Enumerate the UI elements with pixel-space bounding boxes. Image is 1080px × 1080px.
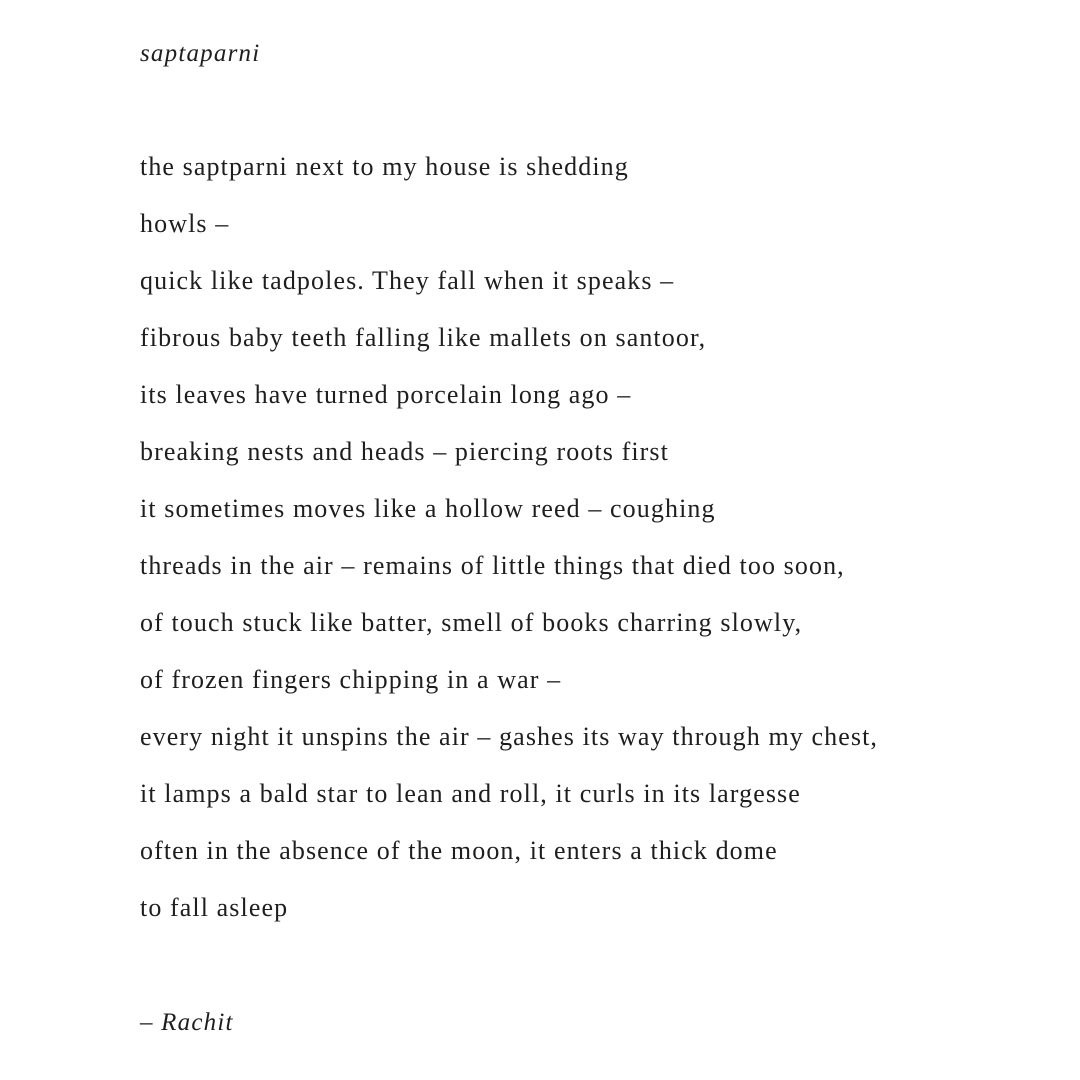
poem-line: it sometimes moves like a hollow reed – coughing: [140, 494, 716, 523]
poem-line: every night it unspins the air – gashes its way through my chest,: [140, 722, 879, 751]
poem-line: of frozen fingers chipping in a war –: [140, 665, 562, 694]
poem-line: often in the absence of the moon, it enters a thick dome: [140, 836, 778, 865]
poem-line: howls –: [140, 209, 230, 238]
poem-line: its leaves have turned porcelain long ago –: [140, 380, 632, 409]
poem-line: the saptparni next to my house is shedding: [140, 152, 629, 181]
poem-body: [140, 147, 878, 945]
signature-dash: –: [140, 1009, 154, 1036]
author-name: Rachit: [161, 1009, 234, 1036]
poem-line: fibrous baby teeth falling like mallets on santoor,: [140, 323, 707, 352]
author-signature: [140, 1005, 234, 1041]
poem-title: saptaparni: [140, 40, 261, 67]
poem-line: it lamps a bald star to lean and roll, it curls in its largesse: [140, 779, 801, 808]
poem-line: to fall asleep: [140, 893, 289, 922]
poem-line: threads in the air – remains of little things that died too soon,: [140, 551, 845, 580]
poem-line: of touch stuck like batter, smell of books charring slowly,: [140, 608, 803, 637]
poem-line: quick like tadpoles. They fall when it speaks –: [140, 266, 675, 295]
poem-line: breaking nests and heads – piercing roots first: [140, 437, 669, 466]
